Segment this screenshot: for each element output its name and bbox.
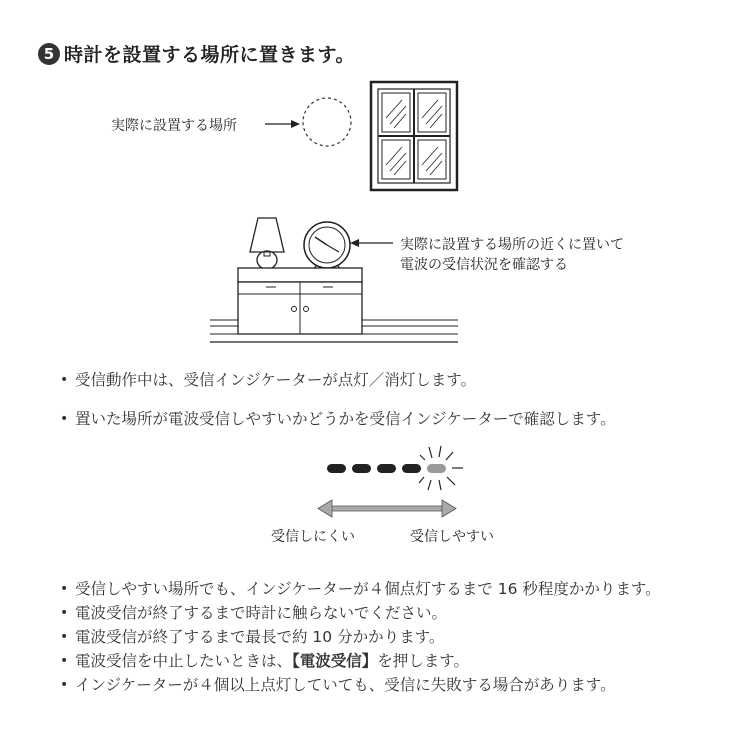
poor-reception-label: 受信しにくい [271, 529, 355, 545]
bullet-item: • 受信しやすい場所でも、インジケーターが４個点灯するまで 16 秒程度かかります。 [60, 577, 661, 601]
bullet-item: • 電波受信が終了するまで最長で約 10 分かかります。 [60, 625, 661, 649]
cabinet-drawing [238, 268, 362, 334]
step-number-badge: 5 [38, 43, 60, 65]
indicator-segment [352, 464, 371, 473]
place-arrow-head [291, 120, 300, 128]
placement-spot-circle [303, 98, 351, 146]
near-placement-label-line1: 実際に設置する場所の近くに置いて [400, 237, 624, 253]
bullet-text-pre: 電波受信を中止したいときは、 [75, 652, 293, 670]
reception-indicator [327, 446, 463, 490]
near-placement-label-line2: 電波の受信状況を確認する [400, 257, 568, 273]
strength-arrow [318, 500, 456, 517]
clock-drawing [304, 222, 350, 270]
step-title: 時計を設置する場所に置きます。 [64, 44, 355, 66]
radio-receive-button-ref: 【電波受信】 [292, 652, 378, 670]
bullet-item: • 置いた場所が電波受信しやすいかどうかを受信インジケーターで確認します。 [60, 407, 616, 431]
bullet-list-bottom [60, 577, 661, 697]
bullet-item [60, 649, 661, 673]
bullet-item: • 電波受信が終了するまで時計に触らないでください。 [60, 601, 661, 625]
indicator-segment [377, 464, 396, 473]
indicator-segment [402, 464, 421, 473]
indicator-segment-blinking [427, 464, 446, 473]
near-arrow-head [350, 239, 359, 247]
bullet-text-post: を押します。 [377, 652, 470, 670]
bullet-item: • インジケーターが４個以上点灯していても、受信に失敗する場合があります。 [60, 673, 661, 697]
lamp-drawing [250, 218, 284, 269]
bullet-item: • 受信動作中は、受信インジケーターが点灯／消灯します。 [60, 368, 476, 392]
window-drawing [371, 82, 457, 190]
bullet-list-top [60, 368, 476, 392]
bullet-list-top-2 [60, 407, 616, 431]
actual-placement-label: 実際に設置する場所 [111, 118, 237, 134]
indicator-segment [327, 464, 346, 473]
good-reception-label: 受信しやすい [410, 529, 494, 545]
